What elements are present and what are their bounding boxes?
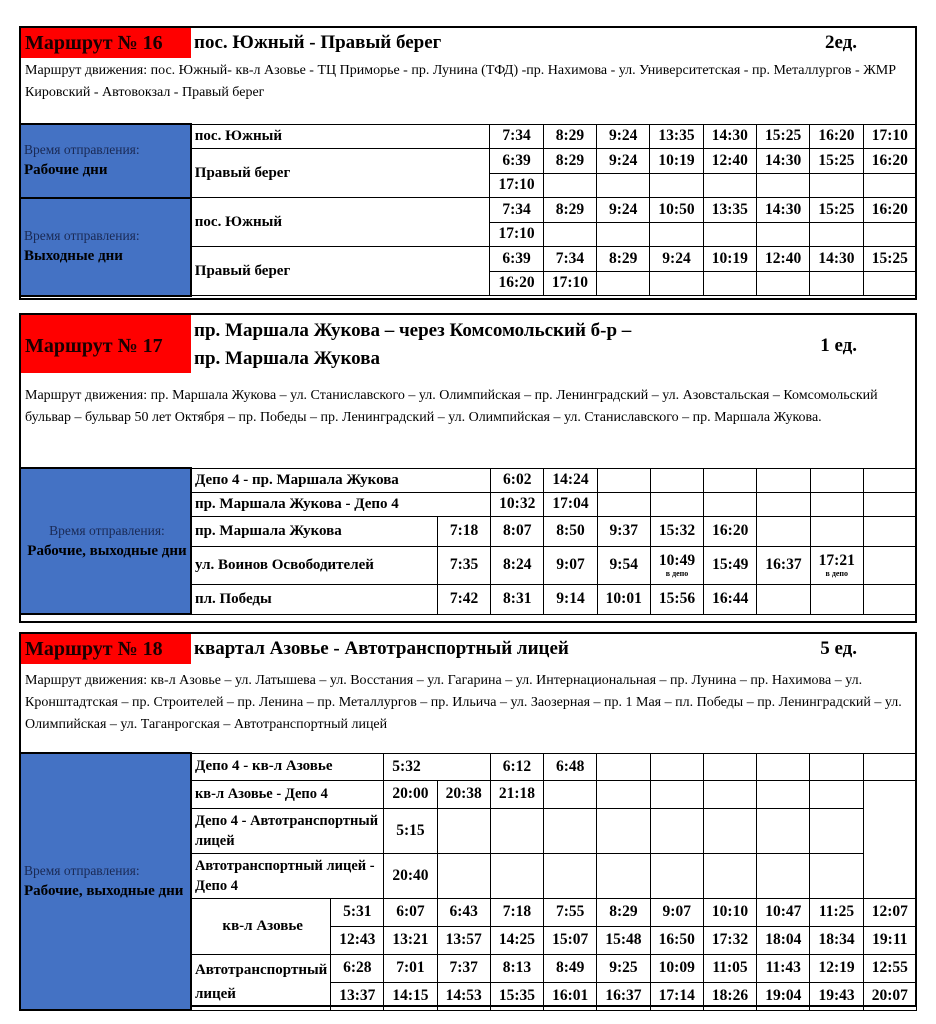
time-cell: 20:00 — [384, 780, 437, 808]
time-cell — [703, 808, 756, 853]
route-18-block — [19, 632, 917, 1007]
time-cell: 6:39 — [490, 149, 543, 174]
departure-label: Время отправления: — [24, 863, 140, 878]
time-cell — [863, 271, 916, 296]
time-cell: 5:15 — [384, 808, 437, 853]
time-cell — [810, 516, 863, 546]
time-cell — [650, 780, 703, 808]
time-cell: 10:19 — [703, 247, 756, 272]
time-cell — [544, 808, 597, 853]
depot-route-name: пр. Маршала Жукова - Депо 4 — [191, 492, 491, 516]
table-row — [20, 753, 917, 780]
route-units: 2ед. — [824, 32, 857, 53]
time-cell — [650, 584, 703, 614]
route-16-block — [19, 26, 917, 300]
time-cell: 8:29 — [543, 124, 596, 149]
table-row — [20, 124, 917, 149]
day-type: Рабочие, выходные дни — [27, 542, 187, 559]
time-cell — [597, 753, 650, 780]
time-cell — [704, 468, 757, 492]
time-cell — [650, 468, 703, 492]
time-value: 7:18 — [449, 522, 479, 539]
time-cell: 9:24 — [597, 124, 650, 149]
time-cell — [437, 546, 490, 584]
time-cell — [810, 546, 863, 584]
stop-name: пр. Маршала Жукова — [191, 516, 438, 546]
time-cell — [757, 780, 810, 808]
time-cell: 18:34 — [810, 926, 863, 954]
time-cell — [543, 173, 596, 198]
stop-name: Автотранспортный лицей — [191, 954, 331, 1010]
time-cell: 12:07 — [863, 898, 916, 926]
time-value: 17:21 — [818, 552, 855, 569]
time-cell — [650, 753, 703, 780]
time-cell: 11:25 — [810, 898, 863, 926]
time-cell: 15:25 — [810, 149, 863, 174]
time-cell: 8:49 — [544, 954, 597, 982]
time-cell: 14:30 — [810, 247, 863, 272]
time-cell — [597, 173, 650, 198]
time-cell: 12:43 — [331, 926, 384, 954]
time-cell — [437, 853, 490, 898]
time-cell: 13:21 — [384, 926, 437, 954]
time-cell: 14:25 — [490, 926, 543, 954]
route-number-badge: Маршрут № 18 — [21, 634, 191, 664]
stop-name: кв-л Азовье — [191, 898, 331, 954]
time-cell — [650, 271, 703, 296]
time-cell: 7:55 — [544, 898, 597, 926]
time-cell: 12:40 — [703, 149, 756, 174]
time-cell — [863, 222, 916, 247]
time-cell — [704, 546, 757, 584]
time-cell: 18:26 — [703, 982, 756, 1010]
time-cell — [597, 516, 650, 546]
depot-route-name: Депо 4 - пр. Маршала Жукова — [191, 468, 491, 492]
time-value: 9:37 — [609, 522, 638, 539]
time-cell: 8:13 — [490, 954, 543, 982]
day-type-label — [20, 198, 191, 296]
time-cell: 14:30 — [756, 198, 809, 223]
time-cell: 11:43 — [757, 954, 810, 982]
time-cell — [650, 853, 703, 898]
time-cell: 7:34 — [543, 247, 596, 272]
route-title: квартал Азовье - Автотранспортный лицей — [194, 638, 569, 659]
time-cell: 16:37 — [597, 982, 650, 1010]
time-cell — [650, 808, 703, 853]
time-cell — [491, 546, 544, 584]
time-cell: 14:30 — [703, 124, 756, 149]
day-type: Рабочие, выходные дни — [24, 883, 184, 899]
time-cell — [597, 271, 650, 296]
time-cell: 10:19 — [650, 149, 703, 174]
time-cell: 17:10 — [490, 222, 543, 247]
time-cell — [810, 753, 863, 780]
time-cell — [544, 853, 597, 898]
time-value: 16:20 — [712, 522, 749, 539]
depot-note: в депо — [665, 569, 689, 578]
time-cell: 5:31 — [331, 898, 384, 926]
time-cell: 9:24 — [650, 247, 703, 272]
time-cell — [597, 853, 650, 898]
time-cell: 18:04 — [757, 926, 810, 954]
time-cell: 21:18 — [490, 780, 543, 808]
route-18-schedule — [19, 752, 917, 1011]
time-cell: 12:19 — [810, 954, 863, 982]
time-cell: 13:35 — [703, 198, 756, 223]
time-cell — [757, 546, 810, 584]
time-cell: 16:20 — [490, 271, 543, 296]
time-cell — [544, 516, 597, 546]
time-cell: 9:07 — [650, 898, 703, 926]
time-cell: 14:30 — [756, 149, 809, 174]
time-value: 9:07 — [556, 556, 585, 573]
time-cell: 13:57 — [437, 926, 490, 954]
time-cell: 10:32 — [491, 492, 544, 516]
time-cell: 6:48 — [544, 753, 597, 780]
time-value: 7:42 — [449, 590, 479, 607]
time-cell: 7:18 — [490, 898, 543, 926]
time-cell: 14:15 — [384, 982, 437, 1010]
time-cell — [704, 584, 757, 614]
time-cell: 9:25 — [597, 954, 650, 982]
time-cell — [490, 853, 543, 898]
time-cell: 8:29 — [597, 247, 650, 272]
time-cell: 6:12 — [490, 753, 543, 780]
time-cell — [810, 584, 863, 614]
time-cell — [704, 492, 757, 516]
time-cell — [810, 492, 863, 516]
day-type: Рабочие дни — [24, 162, 108, 179]
time-cell — [544, 546, 597, 584]
time-cell — [703, 222, 756, 247]
time-cell: 17:10 — [863, 124, 916, 149]
stop-name: пл. Победы — [191, 584, 438, 614]
time-cell: 7:37 — [437, 954, 490, 982]
stop-name: пос. Южный — [191, 124, 490, 149]
time-cell — [810, 271, 863, 296]
stop-name: Правый берег — [191, 149, 490, 198]
time-cell — [757, 492, 810, 516]
time-cell: 17:32 — [703, 926, 756, 954]
day-type-label — [20, 124, 191, 198]
time-cell: 15:48 — [597, 926, 650, 954]
time-cell: 10:09 — [650, 954, 703, 982]
stop-name: пос. Южный — [191, 198, 490, 247]
time-cell: 6:02 — [491, 468, 544, 492]
depot-route-name: Депо 4 - Автотранспортный лицей — [191, 808, 384, 853]
route-number-badge: Маршрут № 16 — [21, 28, 191, 58]
time-cell — [863, 516, 916, 546]
time-cell — [810, 222, 863, 247]
time-cell — [863, 584, 916, 614]
time-value: 15:32 — [658, 522, 696, 539]
time-cell — [491, 516, 544, 546]
time-cell — [437, 808, 490, 853]
time-cell — [437, 584, 490, 614]
depot-route-name: Автотранспортный лицей - Депо 4 — [191, 853, 384, 898]
time-cell: 17:10 — [490, 173, 543, 198]
time-cell — [863, 546, 916, 584]
time-cell — [650, 222, 703, 247]
time-cell: 17:14 — [650, 982, 703, 1010]
time-cell: 20:38 — [437, 780, 490, 808]
time-cell — [597, 546, 650, 584]
time-cell — [810, 808, 863, 853]
route-title-line1: пр. Маршала Жукова – через Комсомольский б-р – — [194, 320, 632, 341]
route-17-schedule — [19, 467, 917, 615]
time-value: 16:44 — [712, 590, 749, 607]
time-cell — [704, 516, 757, 546]
time-value: 10:01 — [605, 590, 642, 607]
time-cell — [491, 584, 544, 614]
time-cell — [810, 468, 863, 492]
time-cell — [756, 271, 809, 296]
time-cell: 16:20 — [810, 124, 863, 149]
time-cell — [703, 780, 756, 808]
time-value: 16:37 — [765, 556, 802, 573]
time-cell — [757, 468, 810, 492]
time-cell: 8:29 — [543, 198, 596, 223]
time-cell: 10:47 — [757, 898, 810, 926]
time-cell — [597, 808, 650, 853]
time-value: 9:54 — [609, 556, 638, 573]
time-cell: 16:20 — [863, 149, 916, 174]
time-cell: 12:40 — [756, 247, 809, 272]
time-value: 8:24 — [503, 556, 532, 573]
depot-note: в депо — [825, 569, 849, 578]
time-cell — [757, 516, 810, 546]
time-cell: 7:34 — [490, 124, 543, 149]
time-cell: 6:43 — [437, 898, 490, 926]
time-cell: 11:05 — [703, 954, 756, 982]
route-17-block — [19, 313, 917, 623]
time-cell — [544, 584, 597, 614]
time-cell — [810, 780, 863, 808]
day-type: Выходные дни — [24, 248, 123, 264]
stop-name: ул. Воинов Освободителей — [191, 546, 438, 584]
route-16-schedule — [19, 123, 917, 297]
time-cell: 19:04 — [757, 982, 810, 1010]
time-cell: 10:50 — [650, 198, 703, 223]
time-cell: 6:39 — [490, 247, 543, 272]
time-cell — [490, 808, 543, 853]
time-cell: 15:25 — [863, 247, 916, 272]
time-cell — [650, 173, 703, 198]
time-cell: 16:50 — [650, 926, 703, 954]
table-row — [20, 198, 917, 223]
time-cell: 15:25 — [810, 198, 863, 223]
time-cell — [650, 546, 703, 584]
day-type-label — [20, 468, 191, 614]
time-value: 10:49 — [658, 552, 696, 569]
time-cell — [544, 780, 597, 808]
route-description: Маршрут движения: пр. Маршала Жукова – ул. Станиславского – ул. Олимпийская – пр. Ленинградский – ул. Азовстальская – Комсомольский бульвар – бульвар 50 лет Октября – пр. Победы – пр. Ленинградский – ул. Олимпийская – ул. Станиславского – пр. Маршала Жукова. — [25, 388, 878, 425]
time-cell: 12:55 — [863, 954, 916, 982]
time-cell: 6:07 — [384, 898, 437, 926]
time-cell — [757, 584, 810, 614]
time-cell — [703, 173, 756, 198]
time-cell: 20:40 — [384, 853, 437, 898]
time-value: 8:07 — [503, 522, 532, 539]
time-cell: 20:07 — [863, 982, 916, 1010]
time-cell: 15:07 — [544, 926, 597, 954]
time-cell: 6:28 — [331, 954, 384, 982]
time-cell: 8:29 — [543, 149, 596, 174]
time-cell — [757, 808, 810, 853]
time-cell — [703, 271, 756, 296]
time-cell: 7:34 — [490, 198, 543, 223]
time-cell — [650, 516, 703, 546]
time-cell — [863, 468, 916, 492]
time-cell — [597, 468, 650, 492]
time-cell — [863, 492, 916, 516]
time-cell: 9:24 — [597, 149, 650, 174]
time-value: 15:56 — [658, 590, 696, 607]
time-cell — [437, 516, 490, 546]
time-cell — [597, 492, 650, 516]
stop-name: Правый берег — [191, 247, 490, 296]
time-cell: 13:37 — [331, 982, 384, 1010]
departure-label: Время отправления: — [24, 142, 140, 158]
time-cell: 17:04 — [544, 492, 597, 516]
time-cell — [756, 222, 809, 247]
time-cell — [810, 173, 863, 198]
time-cell: 14:53 — [437, 982, 490, 1010]
time-value: 7:35 — [449, 556, 479, 573]
time-cell — [597, 584, 650, 614]
time-cell: 7:01 — [384, 954, 437, 982]
depot-route-name: Депо 4 - кв-л Азовье — [191, 753, 384, 780]
time-value: 8:50 — [556, 522, 585, 539]
time-value: 8:31 — [503, 590, 532, 607]
departure-label: Время отправления: — [24, 228, 140, 243]
time-cell — [863, 753, 916, 780]
route-description: Маршрут движения: пос. Южный- кв-л Азовье - ТЦ Приморье - пр. Лунина (ТФД) -пр. Нахимова - ул. Университетская - пр. Металлургов - ЖМР Кировский - Автовокзал - Правый берег — [25, 63, 896, 100]
route-description: Маршрут движения: кв-л Азовье – ул. Латышева – ул. Восстания – ул. Гагарина – ул. Интернациональная – пр. Лунина – пр. Нахимова – ул. Кронштадтская – пр. Строителей – пр. Ленина – пр. Металлургов – пр. Ильича – ул. Заозерная – пр. 1 Мая – пл. Победы – пр. Ленинградский – ул. Олимпийская – ул. Таганрогская – Автотранспортный лицей — [25, 673, 902, 732]
time-cell — [756, 173, 809, 198]
time-cell: 17:10 — [543, 271, 596, 296]
time-cell — [757, 853, 810, 898]
time-cell: 19:11 — [863, 926, 916, 954]
time-cell — [810, 853, 863, 898]
time-cell: 19:43 — [810, 982, 863, 1010]
table-row — [20, 468, 917, 492]
day-type-label — [20, 753, 191, 1010]
route-number-badge: Маршрут № 17 — [21, 315, 191, 373]
time-cell — [543, 222, 596, 247]
time-cell — [863, 173, 916, 198]
departure-label: Время отправления: — [49, 522, 165, 538]
time-value: 15:49 — [712, 556, 749, 573]
time-cell — [757, 753, 810, 780]
depot-route-name: кв-л Азовье - Депо 4 — [191, 780, 384, 808]
time-cell — [703, 753, 756, 780]
time-cell — [650, 492, 703, 516]
time-cell — [597, 222, 650, 247]
time-cell: 10:10 — [703, 898, 756, 926]
time-cell: 16:01 — [544, 982, 597, 1010]
route-units: 1 ед. — [820, 335, 857, 356]
time-cell: 8:29 — [597, 898, 650, 926]
route-title-line2: пр. Маршала Жукова — [194, 348, 380, 369]
time-value: 9:14 — [556, 590, 585, 607]
time-cell: 14:24 — [544, 468, 597, 492]
time-cell: 5:32 — [384, 753, 491, 780]
time-cell: 15:25 — [756, 124, 809, 149]
time-cell — [703, 853, 756, 898]
route-units: 5 ед. — [820, 638, 857, 659]
time-cell: 9:24 — [597, 198, 650, 223]
time-cell: 13:35 — [650, 124, 703, 149]
route-title: пос. Южный - Правый берег — [194, 32, 442, 53]
time-cell: 16:20 — [863, 198, 916, 223]
time-cell: 15:35 — [490, 982, 543, 1010]
time-cell — [597, 780, 650, 808]
